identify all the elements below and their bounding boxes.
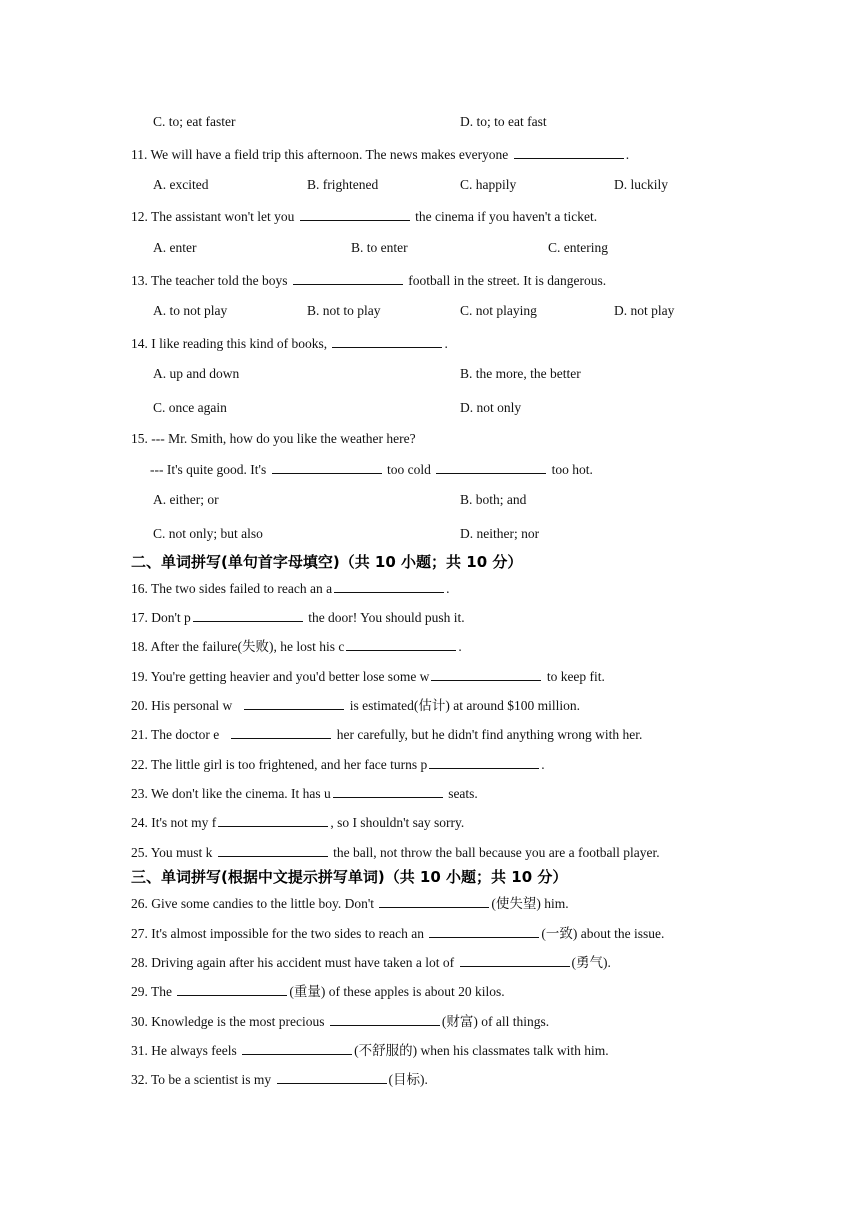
q15-blank-1	[272, 461, 382, 474]
q27	[131, 925, 664, 942]
q11-stem-text: 11. We will have a field trip this afternoon. The news makes everyone	[131, 147, 509, 162]
q30-blank	[330, 1013, 440, 1026]
q23-text: 23. We don't like the cinema. It has u	[131, 786, 331, 801]
q15-blank-2	[436, 461, 546, 474]
q29	[131, 983, 505, 1000]
q14-option-d: D. not only	[460, 400, 522, 415]
q22-blank	[429, 756, 539, 769]
q10-option-d: D. to; to eat fast	[460, 114, 547, 129]
q17-text: 17. Don't p	[131, 610, 191, 625]
q23-end: seats.	[448, 786, 478, 801]
q28-blank	[460, 954, 570, 967]
q28-text: 28. Driving again after his accident must have taken a lot of	[131, 955, 455, 970]
q13-stem-text: 13. The teacher told the boys	[131, 273, 288, 288]
q26-text: 26. Give some candies to the little boy. Don't	[131, 896, 375, 911]
q27-text: 27. It's almost impossible for the two sides to reach an	[131, 926, 425, 941]
q31-text: 31. He always feels	[131, 1043, 237, 1058]
q22-end: .	[541, 757, 545, 772]
q21-end: her carefully, but he didn't find anything wrong with her.	[336, 727, 643, 742]
q15-option-b: B. both; and	[460, 492, 527, 507]
q23	[131, 785, 478, 802]
q26-end: (使失望) him.	[491, 896, 569, 911]
q24-end: , so I shouldn't say sorry.	[330, 815, 465, 830]
q19-text: 19. You're getting heavier and you'd better lose some w	[131, 669, 430, 684]
q30	[131, 1013, 549, 1030]
q20-blank	[244, 697, 344, 710]
q15-stem2-text: --- It's quite good. It's	[150, 462, 267, 477]
q12-option-a: A. enter	[153, 240, 197, 255]
q27-blank	[429, 925, 539, 938]
section2-title: 二、单词拼写(单句首字母填空)（共 10 小题；共 10 分）	[131, 553, 523, 571]
q27-end: (一致) about the issue.	[541, 926, 665, 941]
q14-option-a: A. up and down	[153, 366, 240, 381]
q11-option-a: A. excited	[153, 177, 209, 192]
q17-blank	[193, 609, 303, 622]
q20-end: is estimated(估计) at around $100 million.	[349, 698, 580, 713]
q16	[131, 580, 449, 597]
q13-option-d: D. not play	[614, 303, 675, 318]
q13-option-c: C. not playing	[460, 303, 537, 318]
q24	[131, 814, 464, 831]
q32-text: 32. To be a scientist is my	[131, 1072, 272, 1087]
q15-option-a: A. either; or	[153, 492, 219, 507]
q20	[131, 697, 580, 714]
q32-blank	[277, 1071, 387, 1084]
q24-text: 24. It's not my f	[131, 815, 217, 830]
q24-blank	[218, 814, 328, 827]
q18	[131, 638, 462, 655]
q21	[131, 726, 642, 743]
q26-blank	[379, 895, 489, 908]
q12-blank	[300, 208, 410, 221]
q25-blank	[218, 844, 328, 857]
q18-end: .	[458, 639, 462, 654]
q14-blank	[332, 335, 442, 348]
q15-stem2-mid: too cold	[386, 462, 431, 477]
q29-text: 29. The	[131, 984, 172, 999]
q17	[131, 609, 465, 626]
q28	[131, 954, 611, 971]
q12-stem-end: the cinema if you haven't a ticket.	[415, 209, 598, 224]
q19-end: to keep fit.	[546, 669, 605, 684]
q11-option-b: B. frightened	[307, 177, 379, 192]
q30-end: (财富) of all things.	[441, 1014, 550, 1029]
q12-stem	[131, 208, 597, 225]
q21-text: 21. The doctor e	[131, 727, 220, 742]
q11-blank	[514, 146, 624, 159]
q19-blank	[431, 668, 541, 681]
q25	[131, 844, 660, 861]
q13-option-a: A. to not play	[153, 303, 228, 318]
section3-title: 三、单词拼写(根据中文提示拼写单词)（共 10 小题；共 10 分）	[131, 868, 568, 886]
q11-option-c: C. happily	[460, 177, 517, 192]
q31	[131, 1042, 609, 1059]
q11-option-d: D. luckily	[614, 177, 668, 192]
q21-blank	[231, 726, 331, 739]
q16-text: 16. The two sides failed to reach an a	[131, 581, 333, 596]
q22	[131, 756, 545, 773]
q11-stem-end: .	[625, 147, 630, 162]
q20-text: 20. His personal w	[131, 698, 233, 713]
q14-stem-text: 14. I like reading this kind of books,	[131, 336, 328, 351]
q31-blank	[242, 1042, 352, 1055]
q15-stem2-end: too hot.	[551, 462, 593, 477]
q29-end: (重量) of these apples is about 20 kilos.	[289, 984, 505, 999]
q23-blank	[333, 785, 443, 798]
q15-stem-line2	[150, 461, 593, 478]
q30-text: 30. Knowledge is the most precious	[131, 1014, 325, 1029]
q16-end: .	[446, 581, 450, 596]
q10-option-c: C. to; eat faster	[153, 114, 236, 129]
q18-text: 18. After the failure(失败), he lost his c	[131, 639, 345, 654]
q14-stem-end: .	[444, 336, 448, 351]
q15-stem-line1: 15. --- Mr. Smith, how do you like the weather here?	[131, 431, 416, 446]
q18-blank	[346, 638, 456, 651]
q13-stem	[131, 272, 606, 289]
q25-end: the ball, not throw the ball because you are a football player.	[333, 845, 660, 860]
q19	[131, 668, 605, 685]
q13-stem-end: football in the street. It is dangerous.	[408, 273, 607, 288]
q15-option-d: D. neither; nor	[460, 526, 540, 541]
q14-option-b: B. the more, the better	[460, 366, 581, 381]
q25-text: 25. You must k	[131, 845, 213, 860]
q13-option-b: B. not to play	[307, 303, 381, 318]
q32	[131, 1071, 428, 1088]
q14-stem	[131, 335, 448, 352]
q12-stem-text: 12. The assistant won't let you	[131, 209, 295, 224]
q26	[131, 895, 569, 912]
q11-stem	[131, 146, 629, 163]
q12-option-b: B. to enter	[351, 240, 408, 255]
q29-blank	[177, 983, 287, 996]
q16-blank	[334, 580, 444, 593]
q31-end: (不舒服的) when his classmates talk with him.	[354, 1043, 609, 1058]
q17-end: the door! You should push it.	[308, 610, 465, 625]
q22-text: 22. The little girl is too frightened, and her face turns p	[131, 757, 428, 772]
q14-option-c: C. once again	[153, 400, 227, 415]
q15-option-c: C. not only; but also	[153, 526, 263, 541]
q12-option-c: C. entering	[548, 240, 608, 255]
q13-blank	[293, 272, 403, 285]
q28-end: (勇气).	[571, 955, 611, 970]
q32-end: (目标).	[388, 1072, 428, 1087]
